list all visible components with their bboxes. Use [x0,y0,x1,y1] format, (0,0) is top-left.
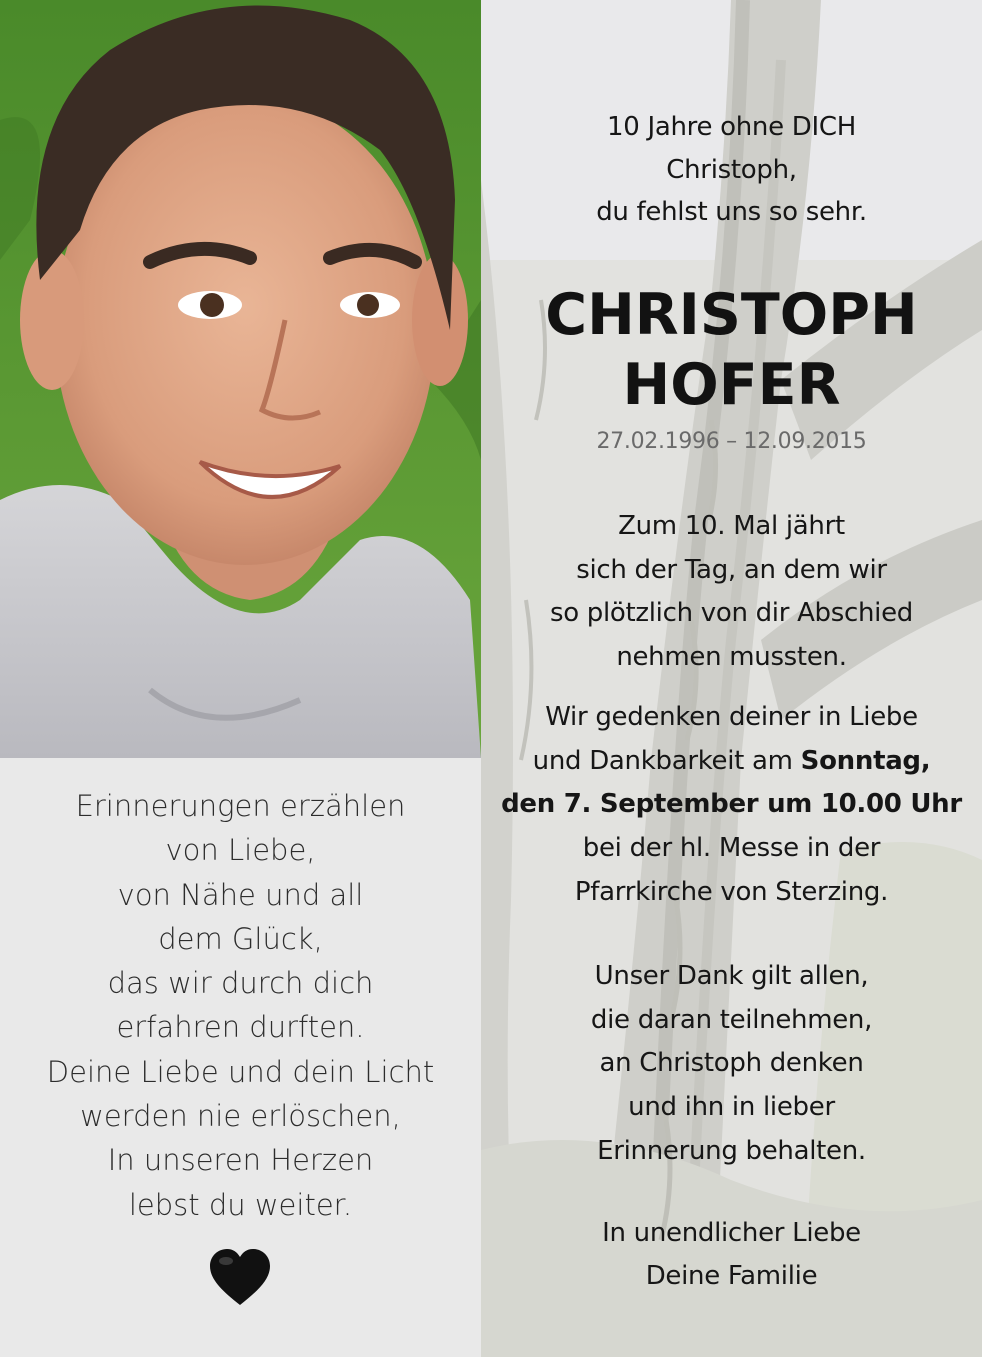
poem-line: Deine Liebe und dein Licht [46,1054,435,1089]
poem-line: von Liebe, [165,833,316,868]
mass-line: Wir gedenken deiner in Liebe [545,702,918,732]
poem-line: das wir durch dich [107,966,374,1001]
thanks-line: und ihn in lieber [628,1092,835,1123]
thanks-line: die daran teilnehmen, [590,1004,873,1035]
anniversary-line: sich der Tag, an dem wir [576,554,887,585]
poem-line: lebst du weiter. [128,1187,353,1222]
mass-line: Pfarrkirche von Sterzing. [574,876,889,907]
mass-line [481,740,982,784]
first-name: CHRISTOPH [545,282,918,348]
memorial-poem [0,784,481,1227]
mass-day: Sonntag, [800,745,931,776]
thanks-line: Unser Dank gilt allen, [594,961,869,991]
poem-line: erfahren durften. [116,1010,365,1045]
intro-line: Christoph, [666,154,797,185]
black-heart-icon [209,1248,271,1308]
anniversary-line: Zum 10. Mal jährt [618,511,845,541]
family-signature [481,1212,982,1298]
anniversary-line: so plötzlich von dir Abschied [549,598,914,629]
thanks-line: an Christoph denken [599,1048,864,1079]
poem-line: dem Glück, [158,921,323,956]
poem-line: werden nie erlöschen, [80,1099,401,1134]
poem-line: In unseren Herzen [107,1143,374,1178]
deceased-name [481,280,982,420]
portrait-photo [0,0,481,758]
notice-text-column [481,0,982,1357]
intro-line: du fehlst uns so sehr. [596,197,867,227]
mass-date-time: den 7. September um 10.00 Uhr [501,789,962,820]
anniversary-text [481,505,982,680]
poem-line: Erinnerungen erzählen [75,789,406,823]
poem-line: von Nähe und all [117,877,364,912]
memorial-mass-text [481,696,982,915]
anniversary-line: nehmen mussten. [616,642,847,673]
intro-text [481,106,982,234]
mass-line [481,783,982,827]
life-dates: 27.02.1996 – 12.09.2015 [596,429,867,454]
last-name: HOFER [622,352,841,418]
thanks-line: Erinnerung behalten. [597,1135,866,1166]
mass-line-prefix: und Dankbarkeit am [532,745,801,776]
mass-line: bei der hl. Messe in der [582,833,881,864]
intro-line: 10 Jahre ohne DICH [607,112,856,142]
thanks-text [481,955,982,1174]
signature-line: Deine Familie [645,1261,818,1291]
signature-line: In unendlicher Liebe [602,1218,861,1248]
